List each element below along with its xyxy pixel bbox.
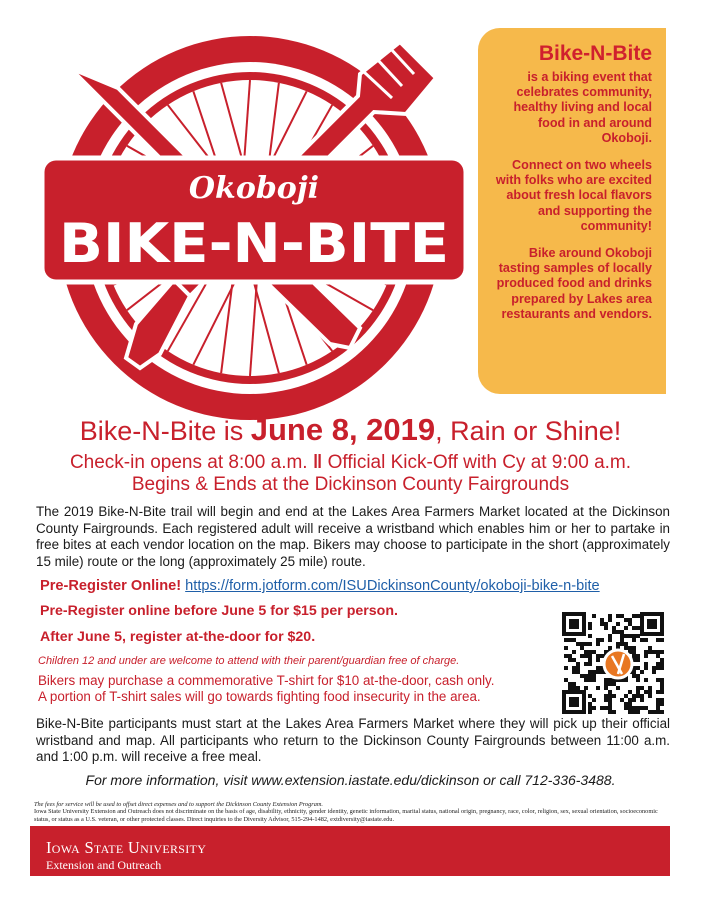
qr-module <box>620 638 624 642</box>
qr-module <box>656 650 660 654</box>
checkin-separator: ‖ <box>312 452 323 473</box>
qr-module <box>632 634 636 638</box>
qr-module <box>564 646 568 650</box>
qr-module <box>652 650 656 654</box>
qr-module <box>576 666 580 670</box>
qr-module <box>580 642 584 646</box>
qr-module <box>660 698 664 702</box>
qr-module <box>632 674 636 678</box>
qr-module <box>600 638 604 642</box>
logo-script-word: Okoboji <box>188 171 320 206</box>
checkin-line <box>0 452 701 474</box>
qr-module <box>636 658 640 662</box>
qr-module <box>604 622 608 626</box>
qr-module <box>624 706 628 710</box>
qr-module <box>648 694 652 698</box>
qr-module <box>660 682 664 686</box>
qr-module <box>624 694 628 698</box>
qr-module <box>620 630 624 634</box>
qr-module <box>588 670 592 674</box>
qr-module <box>636 674 640 678</box>
qr-module <box>568 638 572 642</box>
kickoff-time: Official Kick-Off with Cy at 9:00 a.m. <box>327 452 632 473</box>
bike-n-bite-logo <box>30 28 470 428</box>
qr-module <box>660 666 664 670</box>
qr-module <box>608 702 612 706</box>
sidebar-paragraph: is a biking event that celebrates community, healthy living and local food in and around Okoboji. <box>513 70 652 145</box>
qr-module <box>564 654 568 658</box>
qr-module <box>608 678 612 682</box>
qr-module <box>632 626 636 630</box>
qr-module <box>604 698 608 702</box>
qr-module <box>608 694 612 698</box>
participants-paragraph: Bike-N-Bite participants must start at the Lakes Area Farmers Market where they will pick up their official wristband and map. All participants who return to the Dickinson County Fairgrounds between 11:00 a.m. and 1:00 p.m. will receive a free meal. <box>36 716 670 765</box>
qr-module <box>616 642 620 646</box>
qr-module <box>636 694 640 698</box>
qr-module <box>612 710 616 714</box>
qr-module <box>564 638 568 642</box>
qr-module <box>608 618 612 622</box>
qr-module <box>648 646 652 650</box>
qr-module <box>616 686 620 690</box>
qr-module <box>584 642 588 646</box>
qr-module <box>588 650 592 654</box>
qr-module <box>640 694 644 698</box>
qr-module <box>608 614 612 618</box>
qr-module <box>656 654 660 658</box>
qr-module <box>640 706 644 710</box>
door-price: After June 5, register at-the-door for $20. <box>40 629 316 645</box>
event-description-box <box>478 28 666 394</box>
qr-module <box>584 678 588 682</box>
qr-module <box>592 678 596 682</box>
qr-module <box>608 690 612 694</box>
qr-module <box>656 662 660 666</box>
qr-module <box>632 614 636 618</box>
fine-print <box>34 801 674 823</box>
qr-module <box>596 666 600 670</box>
qr-module <box>568 682 572 686</box>
qr-module <box>588 654 592 658</box>
qr-module <box>632 694 636 698</box>
qr-module <box>632 654 636 658</box>
qr-module <box>584 686 588 690</box>
qr-module <box>604 686 608 690</box>
qr-module <box>624 642 628 646</box>
qr-module <box>596 638 600 642</box>
qr-module <box>592 650 596 654</box>
qr-module <box>620 614 624 618</box>
qr-module <box>640 698 644 702</box>
qr-module <box>608 638 612 642</box>
qr-module <box>584 650 588 654</box>
qr-module <box>660 638 664 642</box>
qr-module <box>604 706 608 710</box>
qr-module <box>632 710 636 714</box>
pre-register-label: Pre-Register Online! <box>40 578 182 594</box>
checkin-time: Check-in opens at 8:00 a.m. <box>69 452 308 473</box>
qr-module <box>568 658 572 662</box>
qr-module <box>596 642 600 646</box>
qr-module <box>632 706 636 710</box>
qr-module <box>608 682 612 686</box>
sidebar-paragraph: Connect on two wheels with folks who are excited about fresh local flavors and supporting the community! <box>495 158 652 233</box>
qr-module <box>628 618 632 622</box>
children-note: Children 12 and under are welcome to attend with their parent/guardian free of charge. <box>38 655 460 667</box>
extension-name: Extension and Outreach <box>46 858 162 872</box>
qr-module <box>608 646 612 650</box>
qr-module <box>644 690 648 694</box>
qr-module <box>644 678 648 682</box>
qr-module <box>564 678 568 682</box>
qr-module <box>576 670 580 674</box>
qr-module <box>624 618 628 622</box>
qr-module <box>588 662 592 666</box>
nondiscrimination-note: Iowa State University Extension and Outreach does not discriminate on the basis of age, disability, ethnicity, gender identity, genetic information, marital status, national origin, pregnancy, race, color, religion, sex, sexual orientation, socioeconomic status, or status as a U.S. veteran, or other protected classes. Direct inquiries to the Diversity Advisor, 515-294-1482, extdiversity@iastate.edu. <box>34 808 658 823</box>
headline-post: , Rain or Shine! <box>435 416 622 446</box>
qr-module <box>660 658 664 662</box>
qr-module <box>572 670 576 674</box>
qr-module <box>628 702 632 706</box>
qr-module <box>596 654 600 658</box>
qr-module <box>640 638 644 642</box>
qr-module <box>656 666 660 670</box>
qr-module <box>572 638 576 642</box>
qr-module <box>620 642 624 646</box>
qr-module <box>584 674 588 678</box>
sidebar-paragraph: Bike around Okoboji tasting samples of locally produced food and drinks prepared by Lakes area restaurants and vendors. <box>496 246 652 321</box>
qr-module <box>624 702 628 706</box>
qr-module <box>620 634 624 638</box>
qr-module <box>640 686 644 690</box>
qr-module <box>588 626 592 630</box>
tshirt-line: A portion of T-shirt sales will go towards fighting food insecurity in the area. <box>38 689 481 704</box>
qr-module <box>576 686 580 690</box>
qr-module <box>620 698 624 702</box>
qr-module <box>604 678 608 682</box>
pre-register-line <box>40 578 600 594</box>
event-headline <box>0 412 701 448</box>
qr-module <box>588 622 592 626</box>
qr-module <box>596 670 600 674</box>
qr-module <box>632 670 636 674</box>
qr-module <box>660 702 664 706</box>
qr-module <box>640 670 644 674</box>
more-info-line: For more information, visit www.extension.iastate.edu/dickinson or call 712-336-3488. <box>85 772 616 788</box>
qr-module <box>652 710 656 714</box>
qr-module <box>588 634 592 638</box>
qr-module <box>632 698 636 702</box>
qr-module <box>660 710 664 714</box>
qr-module <box>636 634 640 638</box>
qr-module <box>628 706 632 710</box>
qr-module <box>644 706 648 710</box>
footer-bar <box>30 826 670 876</box>
intro-paragraph: The 2019 Bike-N-Bite trail will begin and end at the Lakes Area Farmers Market located at the Dickinson County Fairgrounds. Each registered adult will receive a wristband which enables him or her to partake in free bites at each vendor location on the map. Bikers may choose to participate in the short (approximately 15 mile) route or the long (approximately 25 mile) route. <box>36 504 670 569</box>
headline-pre: Bike-N-Bite is <box>79 416 251 446</box>
qr-module <box>600 706 604 710</box>
qr-module <box>604 626 608 630</box>
qr-module <box>592 614 596 618</box>
qr-module <box>592 670 596 674</box>
qr-module <box>660 662 664 666</box>
qr-module <box>616 622 620 626</box>
qr-module <box>592 698 596 702</box>
qr-module <box>656 706 660 710</box>
qr-module <box>588 710 592 714</box>
qr-module <box>616 614 620 618</box>
qr-module <box>652 666 656 670</box>
qr-module <box>644 666 648 670</box>
qr-module <box>596 686 600 690</box>
qr-module <box>604 694 608 698</box>
qr-module <box>588 702 592 706</box>
qr-module <box>648 710 652 714</box>
early-price: Pre-Register online before June 5 for $15 per person. <box>40 603 398 619</box>
qr-module <box>580 674 584 678</box>
registration-link[interactable]: https://form.jotform.com/ISUDickinsonCounty/okoboji-bike-n-bite <box>185 578 600 594</box>
qr-module <box>572 666 576 670</box>
qr-module <box>596 658 600 662</box>
qr-module <box>628 690 632 694</box>
qr-module <box>632 650 636 654</box>
sidebar-title: Bike-N-Bite <box>538 42 652 65</box>
qr-module <box>636 626 640 630</box>
qr-module <box>612 682 616 686</box>
qr-module <box>612 630 616 634</box>
qr-module <box>648 690 652 694</box>
qr-module <box>592 706 596 710</box>
qr-module <box>600 622 604 626</box>
qr-module <box>632 638 636 642</box>
qr-module <box>636 654 640 658</box>
qr-module <box>656 690 660 694</box>
qr-module <box>636 710 640 714</box>
qr-module <box>656 638 660 642</box>
qr-module <box>616 630 620 634</box>
qr-module <box>660 686 664 690</box>
qr-module <box>660 690 664 694</box>
qr-module <box>608 706 612 710</box>
qr-module <box>588 706 592 710</box>
qr-module <box>600 618 604 622</box>
qr-module <box>628 634 632 638</box>
qr-module <box>580 646 584 650</box>
qr-module <box>656 698 660 702</box>
qr-module <box>636 690 640 694</box>
qr-module <box>636 666 640 670</box>
qr-module <box>584 654 588 658</box>
qr-module <box>636 678 640 682</box>
qr-module <box>576 662 580 666</box>
qr-module <box>604 682 608 686</box>
location-line: Begins & Ends at the Dickinson County Fairgrounds <box>131 474 570 495</box>
event-date: June 8, 2019 <box>250 412 436 447</box>
tshirt-line: Bikers may purchase a commemorative T-shirt for $10 at-the-door, cash only. <box>38 673 495 688</box>
qr-module <box>612 694 616 698</box>
qr-module <box>572 686 576 690</box>
qr-module <box>588 678 592 682</box>
qr-code-icon[interactable] <box>560 610 666 716</box>
qr-module <box>644 638 648 642</box>
qr-module <box>624 626 628 630</box>
qr-module <box>628 698 632 702</box>
qr-module <box>652 670 656 674</box>
qr-module <box>568 654 572 658</box>
qr-module <box>608 698 612 702</box>
qr-module <box>624 678 628 682</box>
qr-module <box>588 642 592 646</box>
qr-module <box>568 686 572 690</box>
qr-module <box>608 634 612 638</box>
qr-module <box>632 646 636 650</box>
qr-module <box>656 702 660 706</box>
qr-module <box>636 686 640 690</box>
qr-module <box>600 670 604 674</box>
fees-note: The fees for service will be used to offset direct expenses and to support the Dickinson County Extension Program. <box>34 801 323 808</box>
logo-title: BIKE-N-BITE <box>59 212 449 275</box>
qr-module <box>660 678 664 682</box>
qr-module <box>600 654 604 658</box>
qr-module <box>624 634 628 638</box>
qr-module <box>564 666 568 670</box>
qr-module <box>572 658 576 662</box>
qr-module <box>656 678 660 682</box>
tshirt-note <box>38 673 558 705</box>
qr-module <box>580 654 584 658</box>
qr-module <box>628 622 632 626</box>
qr-module <box>572 682 576 686</box>
qr-module <box>572 650 576 654</box>
qr-module <box>648 686 652 690</box>
qr-module <box>584 662 588 666</box>
qr-module <box>628 710 632 714</box>
qr-module <box>636 706 640 710</box>
qr-module <box>588 658 592 662</box>
qr-module <box>660 650 664 654</box>
university-name: Iowa State University <box>46 838 207 857</box>
qr-module <box>636 614 640 618</box>
qr-module <box>612 626 616 630</box>
qr-module <box>576 642 580 646</box>
qr-module <box>592 674 596 678</box>
qr-module <box>624 646 628 650</box>
qr-module <box>608 710 612 714</box>
qr-module <box>628 646 632 650</box>
qr-module <box>648 650 652 654</box>
qr-module <box>644 654 648 658</box>
qr-module <box>644 650 648 654</box>
qr-module <box>644 662 648 666</box>
qr-module <box>588 694 592 698</box>
qr-module <box>588 674 592 678</box>
qr-module <box>656 710 660 714</box>
